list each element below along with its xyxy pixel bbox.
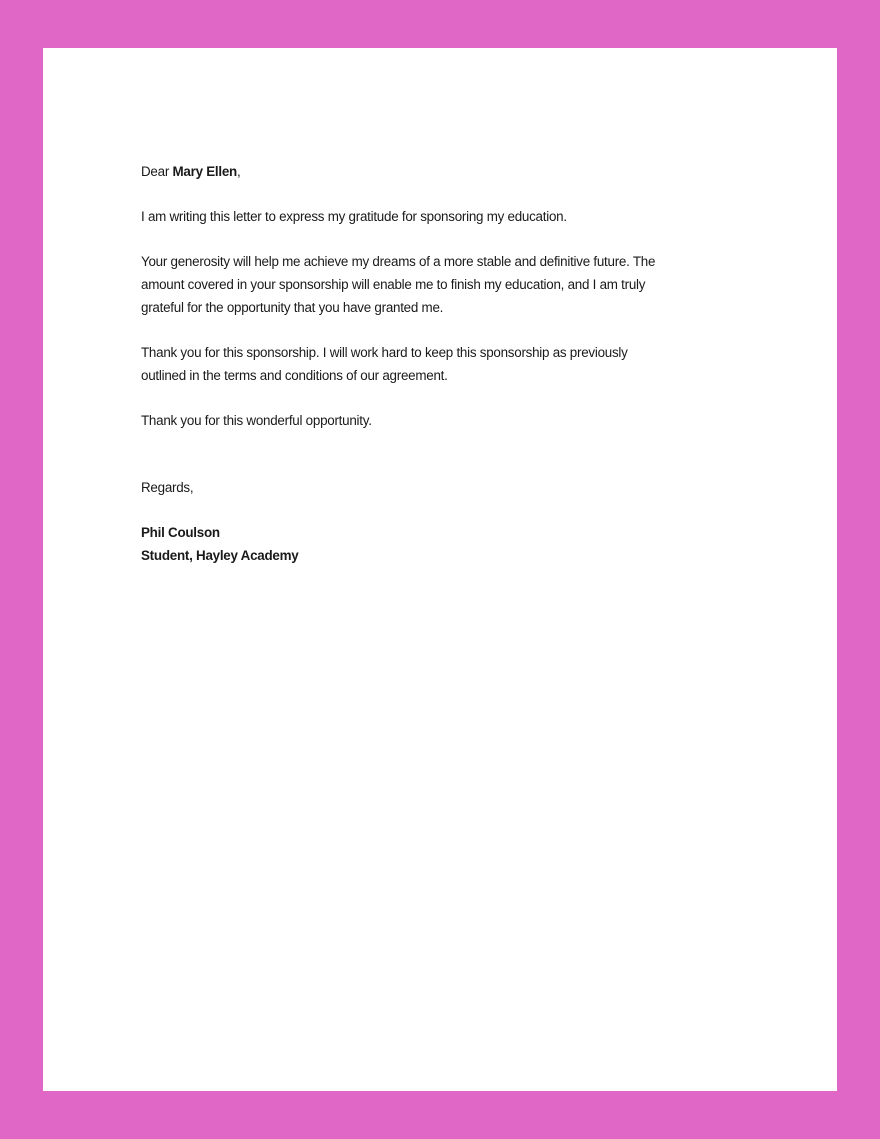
paragraph-line: amount covered in your sponsorship will enable me to finish my education, and I am truly: [141, 277, 646, 292]
salutation-suffix: ,: [236, 164, 241, 179]
sender-title: Student, Hayley Academy: [141, 548, 299, 563]
paragraph-line: Your generosity will help me achieve my dreams of a more stable and definitive future. The: [141, 254, 656, 269]
paragraph-line: I am writing this letter to express my gratitude for sponsoring my education.: [141, 209, 567, 224]
letter-body: [141, 160, 655, 567]
paragraph-line: Thank you for this sponsorship. I will work hard to keep this sponsorship as previously: [141, 345, 628, 360]
paragraph-line: grateful for the opportunity that you have granted me.: [141, 300, 444, 315]
closing: Regards,: [141, 480, 194, 495]
paragraph-line: outlined in the terms and conditions of our agreement.: [141, 368, 448, 383]
recipient-name: Mary Ellen: [172, 164, 237, 179]
letter-page: [43, 48, 837, 1091]
paragraph-line: Thank you for this wonderful opportunity.: [141, 413, 372, 428]
sender-name: Phil Coulson: [141, 525, 220, 540]
salutation-prefix: Dear: [141, 164, 173, 179]
salutation: [141, 160, 655, 183]
